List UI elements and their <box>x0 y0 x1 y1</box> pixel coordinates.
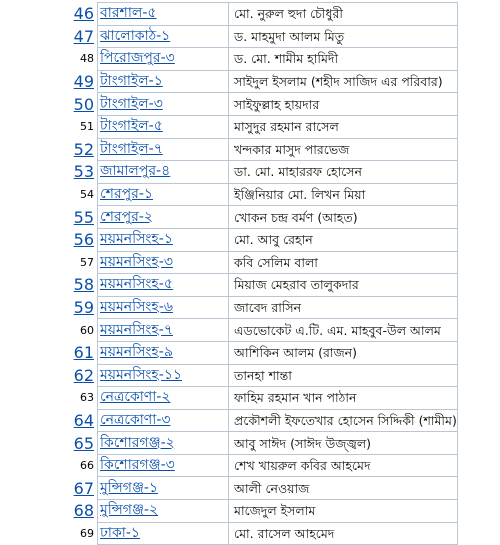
table-row <box>60 364 457 387</box>
constituency-link[interactable]: ময়মনসিংহ-৬ <box>98 296 229 319</box>
table-row <box>60 251 457 274</box>
constituency-link[interactable]: ময়মনসিংহ-১ <box>98 228 229 251</box>
row-number-link[interactable]: 64 <box>73 410 94 430</box>
table-row <box>60 387 457 410</box>
candidate-name: শেখ খায়রুল কবির আহমেদ <box>229 454 458 477</box>
candidate-name: মো. আবু রেহান <box>229 228 458 251</box>
candidate-name: ড. মো. শামীম হামিদী <box>229 48 458 71</box>
candidate-name: কবি সেলিম বালা <box>229 251 458 274</box>
row-number: 54 <box>80 188 94 202</box>
constituency-link[interactable]: টাংগাইল-৩ <box>98 93 229 116</box>
row-number-link[interactable]: 55 <box>73 207 94 227</box>
candidate-name: তানহা শান্তা <box>229 364 458 387</box>
row-number-link[interactable]: 56 <box>73 230 94 250</box>
table-row <box>60 522 457 545</box>
table-row <box>60 477 457 500</box>
row-number: 66 <box>80 459 94 473</box>
table-row <box>60 25 457 48</box>
candidate-name: প্রকৌশলী ইফতেখার হোসেন সিদ্দিকী (শামীম) <box>229 409 458 432</box>
candidate-name: খোকন চন্দ্র বর্মণ (আহত) <box>229 206 458 229</box>
candidate-name: ডা. মো. মাহাররফ হোসেন <box>229 161 458 184</box>
candidate-name: মিয়াজ মেহরাব তালুকদার <box>229 274 458 297</box>
constituency-link[interactable]: টাংগাইল-৭ <box>98 138 229 161</box>
table-row <box>60 161 457 184</box>
row-number: 60 <box>80 323 94 337</box>
candidate-name: আশিকিন আলম (রাজন) <box>229 341 458 364</box>
row-number: 69 <box>80 526 94 540</box>
constituency-link[interactable]: টাংগাইল-৫ <box>98 115 229 138</box>
candidate-name: মাজেদুল ইসলাম <box>229 500 458 523</box>
candidate-table <box>60 2 458 545</box>
row-number-link[interactable]: 50 <box>73 94 94 114</box>
constituency-link[interactable]: বারশাল-৫ <box>98 3 229 26</box>
table-row <box>60 500 457 523</box>
constituency-link[interactable]: ময়মনসিংহ-৫ <box>98 274 229 297</box>
table-row <box>60 228 457 251</box>
candidate-name: আবু সাঈদ (সাঈদ উজ্জ্বল) <box>229 432 458 455</box>
constituency-link[interactable]: ময়মনসিংহ-৩ <box>98 251 229 274</box>
candidate-name: সাইদুল ইসলাম (শহীদ সাজিদ এর পরিবার) <box>229 70 458 93</box>
candidate-name: আলী নেওয়াজ <box>229 477 458 500</box>
table-row <box>60 206 457 229</box>
row-number-link[interactable]: 68 <box>73 501 94 521</box>
constituency-link[interactable]: শেরপুর-২ <box>98 206 229 229</box>
candidate-name: মো. রাসেল আহমেদ <box>229 522 458 545</box>
table-row <box>60 274 457 297</box>
row-number: 51 <box>80 120 94 134</box>
constituency-link[interactable]: ঢাকা-১ <box>98 522 229 545</box>
constituency-link[interactable]: টাংগাইল-১ <box>98 70 229 93</box>
table-row <box>60 48 457 71</box>
row-number-link[interactable]: 52 <box>73 139 94 159</box>
constituency-link[interactable]: নেত্রকোণা-৩ <box>98 409 229 432</box>
row-number-link[interactable]: 58 <box>73 275 94 295</box>
table-row <box>60 319 457 342</box>
candidate-name: ইঞ্জিনিয়ার মো. লিখন মিয়া <box>229 183 458 206</box>
table-row <box>60 454 457 477</box>
constituency-link[interactable]: জামালপুর-৪ <box>98 161 229 184</box>
row-number-link[interactable]: 53 <box>73 162 94 182</box>
row-number: 48 <box>80 52 94 66</box>
row-number-link[interactable]: 46 <box>73 4 94 24</box>
row-number-link[interactable]: 59 <box>73 298 94 318</box>
table-row <box>60 296 457 319</box>
constituency-link[interactable]: মুন্সিগঞ্জ-১ <box>98 477 229 500</box>
table-row <box>60 183 457 206</box>
row-number-link[interactable]: 67 <box>73 478 94 498</box>
table-row <box>60 432 457 455</box>
candidate-name: মাসুদুর রহমান রাসেল <box>229 115 458 138</box>
constituency-link[interactable]: ময়মনসিংহ-৭ <box>98 319 229 342</box>
candidate-name: জাবেদ রাসিন <box>229 296 458 319</box>
table-row <box>60 409 457 432</box>
row-number-link[interactable]: 47 <box>73 26 94 46</box>
table-row <box>60 70 457 93</box>
table-row <box>60 115 457 138</box>
constituency-link[interactable]: কিশোরগঞ্জ-২ <box>98 432 229 455</box>
constituency-link[interactable]: ঝালোকাঠ-১ <box>98 25 229 48</box>
table-row <box>60 3 457 26</box>
constituency-link[interactable]: পিরোজপুর-৩ <box>98 48 229 71</box>
candidate-name: খন্দকার মাসুদ পারভেজ <box>229 138 458 161</box>
row-number: 63 <box>80 391 94 405</box>
candidate-table-body <box>60 3 457 545</box>
candidate-name: মো. নুরুল হুদা চৌধুরী <box>229 3 458 26</box>
row-number-link[interactable]: 65 <box>73 433 94 453</box>
candidate-name: সাইফুল্লাহ হায়দার <box>229 93 458 116</box>
candidate-name: এডভোকেট এ.টি. এম. মাহবুব-উল আলম <box>229 319 458 342</box>
row-number-link[interactable]: 49 <box>73 72 94 92</box>
row-number-link[interactable]: 61 <box>73 343 94 363</box>
row-number-link[interactable]: 62 <box>73 365 94 385</box>
constituency-link[interactable]: ময়মনসিংহ-৯ <box>98 341 229 364</box>
table-row <box>60 93 457 116</box>
table-row <box>60 138 457 161</box>
constituency-link[interactable]: মুন্সিগঞ্জ-২ <box>98 500 229 523</box>
table-row <box>60 341 457 364</box>
candidate-name: ফাহিম রহমান খান পাঠান <box>229 387 458 410</box>
candidate-name: ড. মাহমুদা আলম মিতু <box>229 25 458 48</box>
row-number: 57 <box>80 255 94 269</box>
constituency-link[interactable]: শেরপুর-১ <box>98 183 229 206</box>
constituency-link[interactable]: নেত্রকোণা-২ <box>98 387 229 410</box>
constituency-link[interactable]: কিশোরগঞ্জ-৩ <box>98 454 229 477</box>
constituency-link[interactable]: ময়মনসিংহ-১১ <box>98 364 229 387</box>
